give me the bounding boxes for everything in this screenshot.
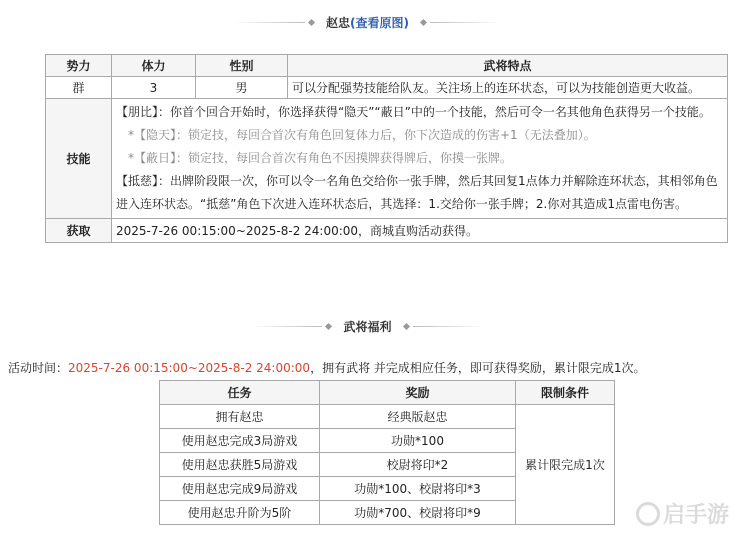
hp-value: 3 — [112, 77, 196, 99]
left-divider — [250, 324, 335, 329]
gender-value: 男 — [196, 77, 288, 99]
reward-cell: 功勋*700、校尉将印*9 — [320, 501, 516, 525]
header-faction: 势力 — [46, 55, 112, 77]
header-task: 任务 — [160, 381, 320, 405]
header-features: 武将特点 — [288, 55, 728, 77]
header-hp: 体力 — [112, 55, 196, 77]
header-limit: 限制条件 — [516, 381, 615, 405]
skill-pengbi: 【朋比】：你首个回合开始时，你选择获得“隐天”“蔽日”中的一个技能，然后可令一名其他角色获得另一个技能。 — [116, 105, 711, 119]
watermark-logo-icon — [636, 502, 660, 526]
table-row — [160, 405, 615, 429]
reward-cell: 功勋*100 — [320, 429, 516, 453]
obtain-value: 2025-7-26 00:15:00~2025-8-2 24:00:00，商城直购活动获得。 — [112, 219, 728, 243]
watermark — [636, 498, 729, 529]
reward-cell: 经典版赵忠 — [320, 405, 516, 429]
task-cell: 拥有赵忠 — [160, 405, 320, 429]
header-gender: 性别 — [196, 55, 288, 77]
welfare-title — [0, 316, 735, 336]
skill-biri: *【蔽日】：锁定技，每回合首次有角色不因摸牌获得牌后，你摸一张牌。 — [128, 151, 513, 165]
right-divider — [417, 20, 502, 25]
faction-value: 群 — [46, 77, 112, 99]
activity-line — [8, 359, 646, 376]
view-original-link[interactable]: (查看原图) — [350, 15, 409, 30]
task-cell: 使用赵忠完成9局游戏 — [160, 477, 320, 501]
character-title — [0, 12, 735, 32]
obtain-label: 获取 — [46, 219, 112, 243]
skills-cell — [112, 99, 728, 219]
character-name: 赵忠 — [326, 15, 351, 30]
left-divider — [233, 20, 318, 25]
activity-prefix: 活动时间： — [8, 361, 69, 375]
skill-label: 技能 — [46, 99, 112, 219]
watermark-text: 启手游 — [662, 503, 729, 528]
task-cell: 使用赵忠获胜5局游戏 — [160, 453, 320, 477]
activity-time: 2025-7-26 00:15:00~2025-8-2 24:00:00 — [68, 361, 311, 375]
welfare-title-text: 武将福利 — [343, 319, 392, 334]
limit-cell: 累计限完成1次 — [516, 405, 615, 525]
skill-yintian: *【隐天】：锁定技，每回合首次有角色回复体力后，你下次造成的伤害+1（无法叠加）。 — [128, 128, 596, 142]
task-cell: 使用赵忠完成3局游戏 — [160, 429, 320, 453]
activity-suffix: ，拥有武将 并完成相应任务，即可获得奖励，累计限完成1次。 — [310, 361, 646, 375]
reward-cell: 功勋*100、校尉将印*3 — [320, 477, 516, 501]
features-value: 可以分配强势技能给队友。关注场上的连环状态，可以为技能创造更大收益。 — [288, 77, 728, 99]
right-divider — [400, 324, 485, 329]
skill-dici: 【抵慈】：出牌阶段限一次，你可以令一名角色交给你一张手牌，然后其回复1点体力并解除连环状态，其相邻角色进入连环状态。“抵慈”角色下次进入连环状态后，其选择：1.交给你一张手牌；2.你对其造成1点雷电伤害。 — [116, 174, 718, 211]
welfare-task-table — [159, 380, 615, 525]
task-cell: 使用赵忠升阶为5阶 — [160, 501, 320, 525]
character-info-table — [45, 54, 728, 243]
header-reward: 奖励 — [320, 381, 516, 405]
reward-cell: 校尉将印*2 — [320, 453, 516, 477]
